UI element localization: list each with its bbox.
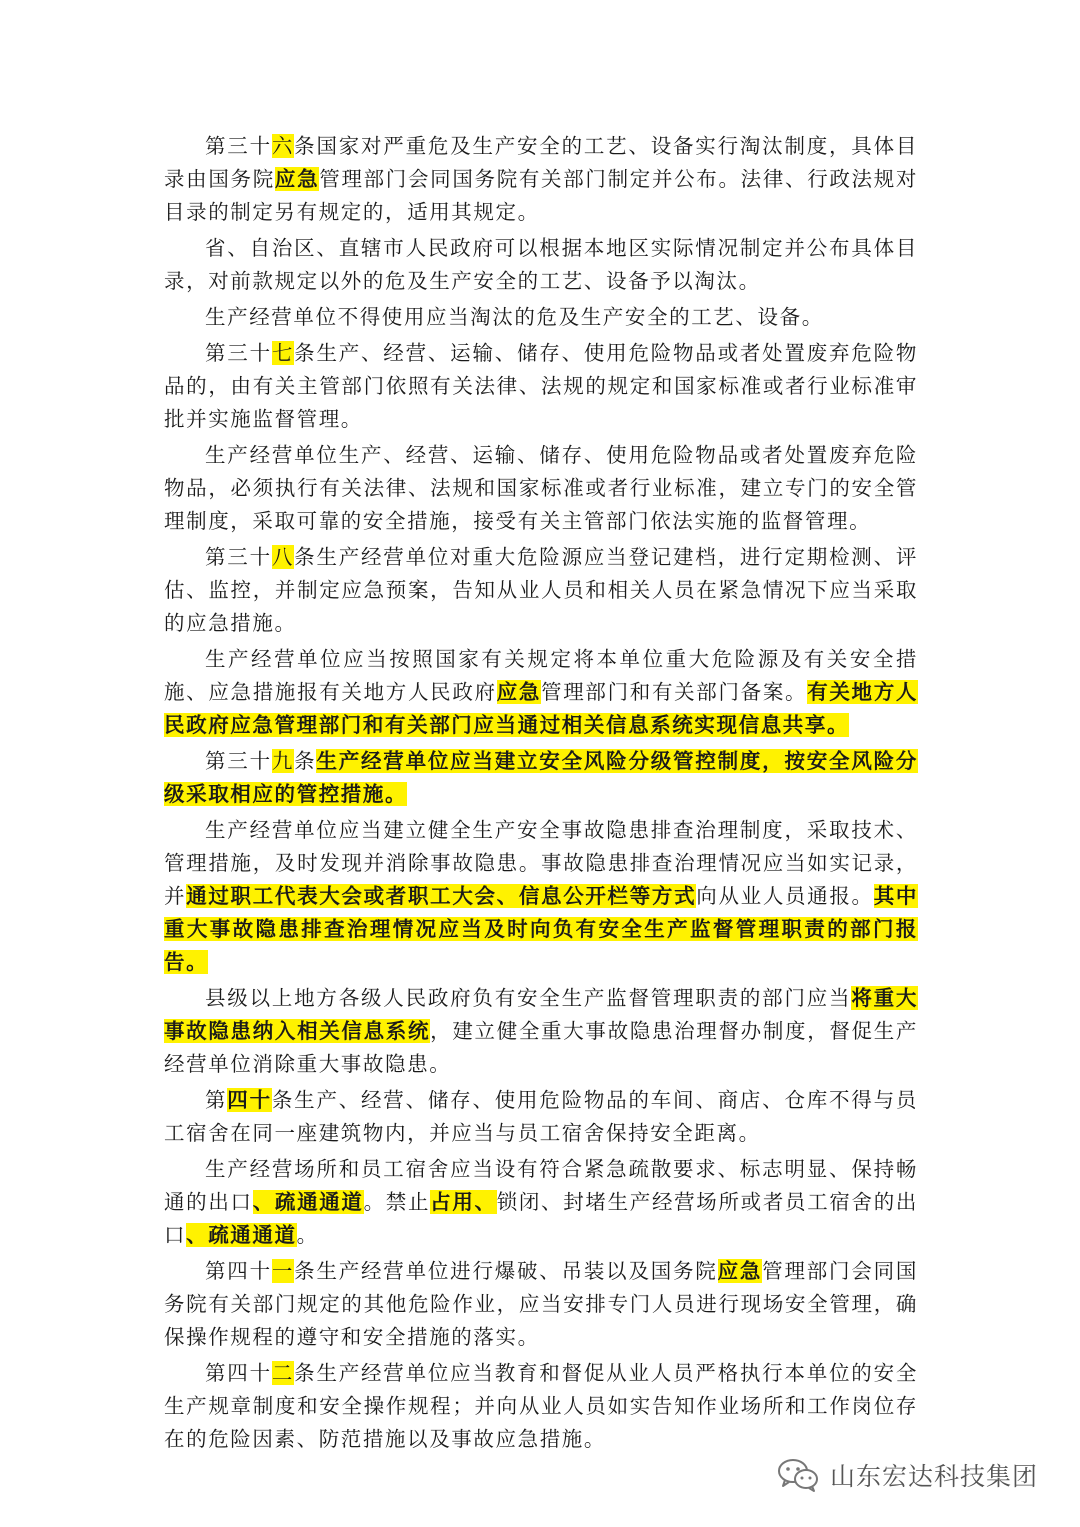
highlight-bold-run: 应急 (717, 1259, 763, 1283)
text-run: 第三十 (205, 134, 272, 158)
highlight-bold-run: 通过职工代表大会或者职工大会、信息公开栏等方式 (186, 884, 697, 908)
text-run: 条生产经营单位进行爆破、吊装以及国务院 (294, 1259, 718, 1283)
text-run: 第四十 (205, 1259, 272, 1283)
highlight-run: 二 (271, 1361, 295, 1385)
text-run: 第 (205, 1088, 228, 1112)
text-run: 向从业人员通报。 (696, 884, 874, 908)
text-run: 第三十 (205, 545, 272, 569)
article-41-paragraph-1 (164, 1255, 918, 1354)
wechat-icon (776, 1457, 820, 1493)
article-40-paragraph-1 (164, 1084, 918, 1150)
article-39-paragraph-3 (164, 982, 918, 1081)
text-run: 条生产、经营、储存、使用危险物品的车间、商店、仓库不得与员工宿舍在同一座建筑物内，并应当与员工宿舍保持安全距离。 (164, 1088, 918, 1145)
text-run: 县级以上地方各级人民政府负有安全生产监督管理职责的部门应当 (205, 986, 852, 1010)
highlight-run: 七 (271, 341, 295, 365)
text-run: 条 (294, 749, 317, 773)
article-36-paragraph-3: 生产经营单位不得使用应当淘汰的危及生产安全的工艺、设备。 (205, 305, 824, 329)
text-run: 。 (296, 1223, 319, 1247)
text-run: 条生产、经营、运输、储存、使用危险物品或者处置废弃危险物品的，由有关主管部门依照有关法律、法规的规定和国家标准或者行业标准审批并实施监督管理。 (164, 341, 918, 431)
text-run: 锁闭、封堵生产经营场所或者员工宿舍的出口 (164, 1190, 918, 1247)
article-39-paragraph-2 (164, 814, 918, 979)
watermark (776, 1450, 1038, 1500)
text-run: 第三十 (205, 749, 272, 773)
article-37-paragraph-2: 生产经营单位生产、经营、运输、储存、使用危险物品或者处置废弃危险物品，必须执行有关法律、法规和国家标准或者行业标准，建立专门的安全管理制度，采取可靠的安全措施，接受有关主管部门依法实施的监督管理。 (164, 443, 918, 533)
text-run: ，建立健全重大事故隐患治理督办制度，督促生产经营单位消除重大事故隐患。 (164, 1019, 919, 1076)
text-run: 条生产经营单位对重大危险源应当登记建档，进行定期检测、评估、监控，并制定应急预案，告知从业人员和相关人员在紧急情况下应当采取的应急措施。 (164, 545, 918, 635)
highlight-run: 六 (271, 134, 295, 158)
highlight-run: 八 (271, 545, 295, 569)
highlight-bold-run: 应急 (496, 680, 542, 704)
text-run: 生产经营单位应当按照国家有关规定将本单位重大危险源及有关安全措施、应急措施报有关地方人民政府 (164, 647, 918, 704)
text-run: 条国家对严重危及生产安全的工艺、设备实行淘汰制度，具体目录由国务院 (164, 134, 918, 191)
watermark-text: 山东宏达科技集团 (830, 1462, 1039, 1491)
highlight-bold-run: 四十 (227, 1088, 272, 1112)
text-run: 条生产经营单位应当教育和督促从业人员严格执行本单位的安全生产规章制度和安全操作规程；并向从业人员如实告知作业场所和工作岗位存在的危险因素、防范措施以及事故应急措施。 (164, 1361, 918, 1451)
highlight-bold-run: 其中重大事故隐患排查治理情况应当及时向负有安全生产监督管理职责的部门报告。 (164, 884, 918, 974)
article-36-paragraph-1 (164, 130, 918, 229)
highlight-bold-run: 、疏通通道 (186, 1223, 297, 1247)
text-run: 第三十 (205, 341, 272, 365)
text-run: 。禁止 (363, 1190, 431, 1214)
highlight-bold-run: 将重大事故隐患纳入相关信息系统 (164, 986, 918, 1043)
article-38-paragraph-2 (164, 643, 918, 742)
highlight-run: 九 (271, 749, 295, 773)
highlight-bold-run: 占用、 (430, 1190, 497, 1214)
article-38-paragraph-1 (164, 541, 918, 640)
article-36-paragraph-2: 省、自治区、直辖市人民政府可以根据本地区实际情况制定并公布具体目录，对前款规定以外的危及生产安全的工艺、设备予以淘汰。 (164, 236, 918, 293)
highlight-run: 一 (271, 1259, 295, 1283)
text-run: 生产经营单位应当建立健全生产安全事故隐患排查治理制度，采取技术、管理措施，及时发现并消除事故隐患。事故隐患排查治理情况应当如实记录，并 (164, 818, 918, 908)
text-run: 管理部门会同国务院有关部门制定并公布。法律、行政法规对目录的制定另有规定的，适用其规定。 (164, 167, 919, 224)
text-run: 管理部门和有关部门备案。 (541, 680, 808, 704)
document-body (164, 130, 918, 1459)
article-37-paragraph-1 (164, 337, 918, 436)
article-40-paragraph-2 (164, 1153, 918, 1252)
article-39-paragraph-1 (164, 745, 918, 811)
highlight-bold-run: 应急 (274, 167, 320, 191)
highlight-bold-run: 、疏通通道 (252, 1190, 364, 1214)
highlight-bold-run: 生产经营单位应当建立安全风险分级管控制度，按安全风险分级采取相应的管控措施。 (164, 749, 918, 806)
highlight-bold-run: 有关地方人民政府应急管理部门和有关部门应当通过相关信息系统实现信息共享。 (164, 680, 919, 737)
article-42-paragraph-1 (164, 1357, 918, 1456)
text-run: 第四十 (205, 1361, 272, 1385)
text-run: 生产经营场所和员工宿舍应当设有符合紧急疏散要求、标志明显、保持畅通的出口 (164, 1157, 918, 1214)
text-run: 管理部门会同国务院有关部门规定的其他危险作业，应当安排专门人员进行现场安全管理，确保操作规程的遵守和安全措施的落实。 (164, 1259, 918, 1349)
